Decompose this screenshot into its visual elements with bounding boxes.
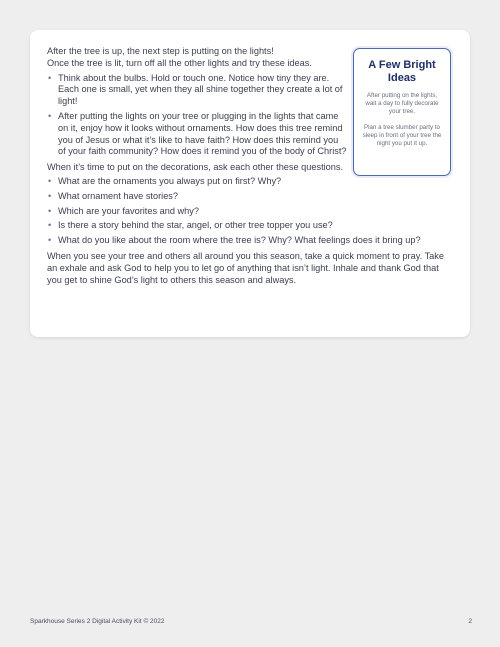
list-item: [47, 235, 447, 247]
list-item-text: Think about the bulbs. Hold or touch one. Notice how tiny they are. Each one is small, yet when they all shine together they create a lot of light!: [58, 72, 343, 107]
bullet-icon: •: [48, 110, 52, 121]
intro-text: [47, 46, 347, 70]
bullet-icon: •: [48, 235, 52, 246]
content-card: [30, 30, 470, 337]
list-item: [47, 220, 447, 232]
questions-list: [47, 176, 447, 247]
light-ideas-list: [47, 73, 347, 159]
list-item: [47, 73, 347, 108]
bullet-icon: •: [48, 175, 52, 186]
list-item-text: What are the ornaments you always put on first? Why?: [58, 175, 282, 186]
bullet-icon: •: [48, 190, 52, 201]
list-item-text: Which are your favorites and why?: [58, 205, 199, 216]
list-item: [47, 206, 447, 218]
list-item: [47, 111, 347, 158]
sidebar-tip: After putting on the lights, wait a day to fully decorate your tree.: [365, 92, 439, 115]
list-item-text: After putting the lights on your tree or plugging in the lights that came on it, enjoy how it looks without ornaments. How does this tree remind you of Jesus or what it’s like to have faith? How does this remind you of your faith community? How does it remind you of the body of Christ?: [58, 110, 347, 157]
intro-line-1: After the tree is up, the next step is putting on the lights!: [47, 46, 274, 56]
list-item-text: What do you like about the room where the tree is? Why? What feelings does it bring up?: [58, 235, 421, 246]
sidebar-title: A Few Bright Ideas: [368, 59, 436, 84]
bullet-icon: •: [48, 205, 52, 216]
list-item: [47, 176, 447, 188]
bullet-icon: •: [48, 220, 52, 231]
closing-prayer: When you see your tree and others all around you this season, take a quick moment to pray. Take an exhale and ask God to help you to let go of anything that isn’t light. Inhale and thank God that you get to shine God’s light to others this season and always.: [47, 250, 444, 285]
intro-line-2: Once the tree is lit, turn off all the other lights and try these ideas.: [47, 57, 312, 68]
page-number: 2: [468, 618, 472, 625]
list-item-text: Is there a story behind the star, angel, or other tree topper you use?: [58, 220, 333, 231]
list-item: [47, 191, 447, 203]
bright-ideas-sidebar: [353, 48, 451, 176]
bullet-icon: •: [48, 72, 52, 83]
list-item-text: What ornament have stories?: [58, 190, 179, 201]
decorations-intro: When it’s time to put on the decorations, ask each other these questions.: [47, 162, 344, 173]
sidebar-tip: Plan a tree slumber party to sleep in front of your tree the night you put it up.: [362, 124, 442, 147]
footer-credit: Sparkhouse Series 2 Digital Activity Kit © 2022: [30, 618, 165, 625]
